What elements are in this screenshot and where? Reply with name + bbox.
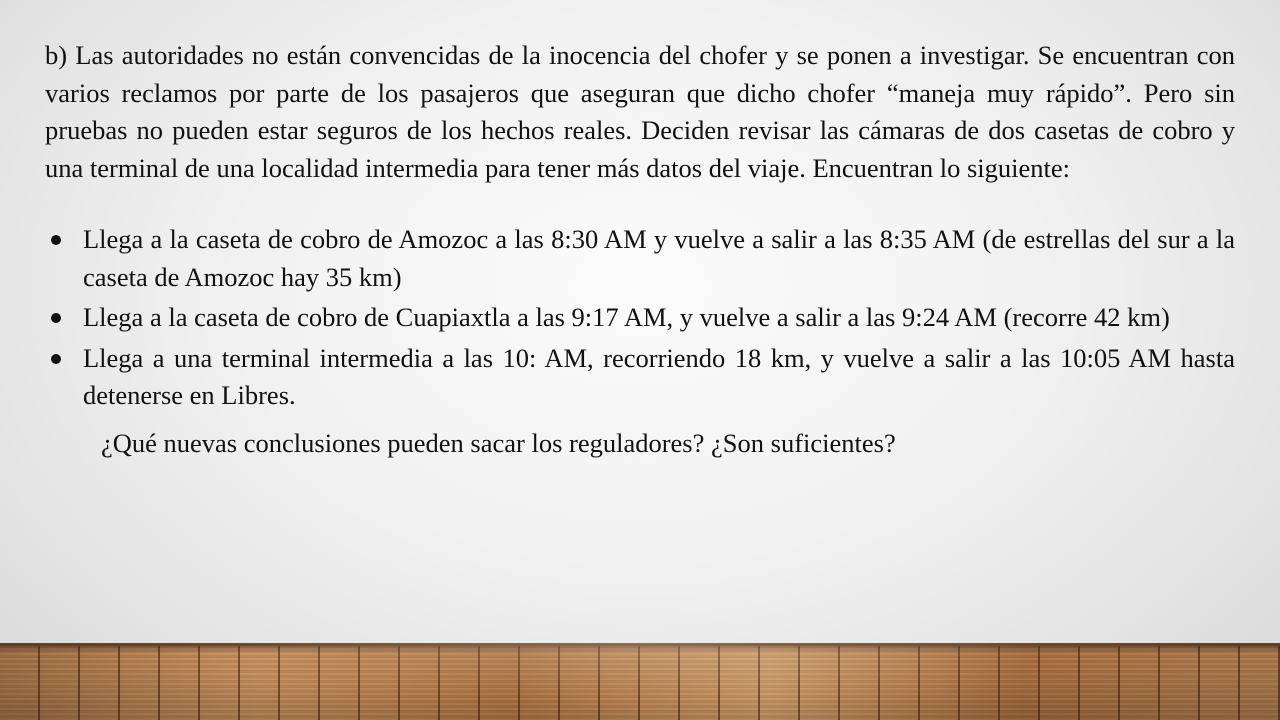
slide-content — [45, 37, 1235, 462]
bullet-text: Llega a la caseta de cobro de Cuapiaxtla a las 9:17 AM, y vuelve a salir a las 9:24 AM (recorre 42 km) — [83, 302, 1170, 332]
bullet-dot-icon — [51, 313, 61, 323]
bullet-dot-icon — [51, 235, 61, 245]
question-text: ¿Qué nuevas conclusiones pueden sacar los reguladores? ¿Son suficientes? — [101, 427, 896, 458]
intro-paragraph: b) Las autoridades no están convencidas de la inocencia del chofer y se ponen a investigar. Se encuentran con varios reclamos por parte de los pasajeros que aseguran que dicho chofer “maneja muy rápido”. Pero sin pruebas no pueden estar seguros de los hechos reales. Deciden revisar las cámaras de dos casetas de cobro y una terminal de una localidad intermedia para tener más datos del viaje. Encuentran lo siguiente: — [45, 40, 1235, 183]
wood-floor — [0, 643, 1280, 720]
list-item — [45, 221, 1235, 296]
bullet-text: Llega a una terminal intermedia a las 10: AM, recorriendo 18 km, y vuelve a salir a las 10:05 AM hasta detenerse en Libres. — [83, 342, 1235, 410]
floor-shading — [0, 643, 1280, 720]
bullet-list — [45, 221, 1235, 415]
bullet-text: Llega a la caseta de cobro de Amozoc a las 8:30 AM y vuelve a salir a las 8:35 AM (de estrellas del sur a la caseta de Amozoc hay 35 km) — [83, 224, 1235, 292]
bullet-dot-icon — [51, 354, 61, 364]
list-item — [45, 299, 1235, 337]
list-item — [45, 340, 1235, 415]
